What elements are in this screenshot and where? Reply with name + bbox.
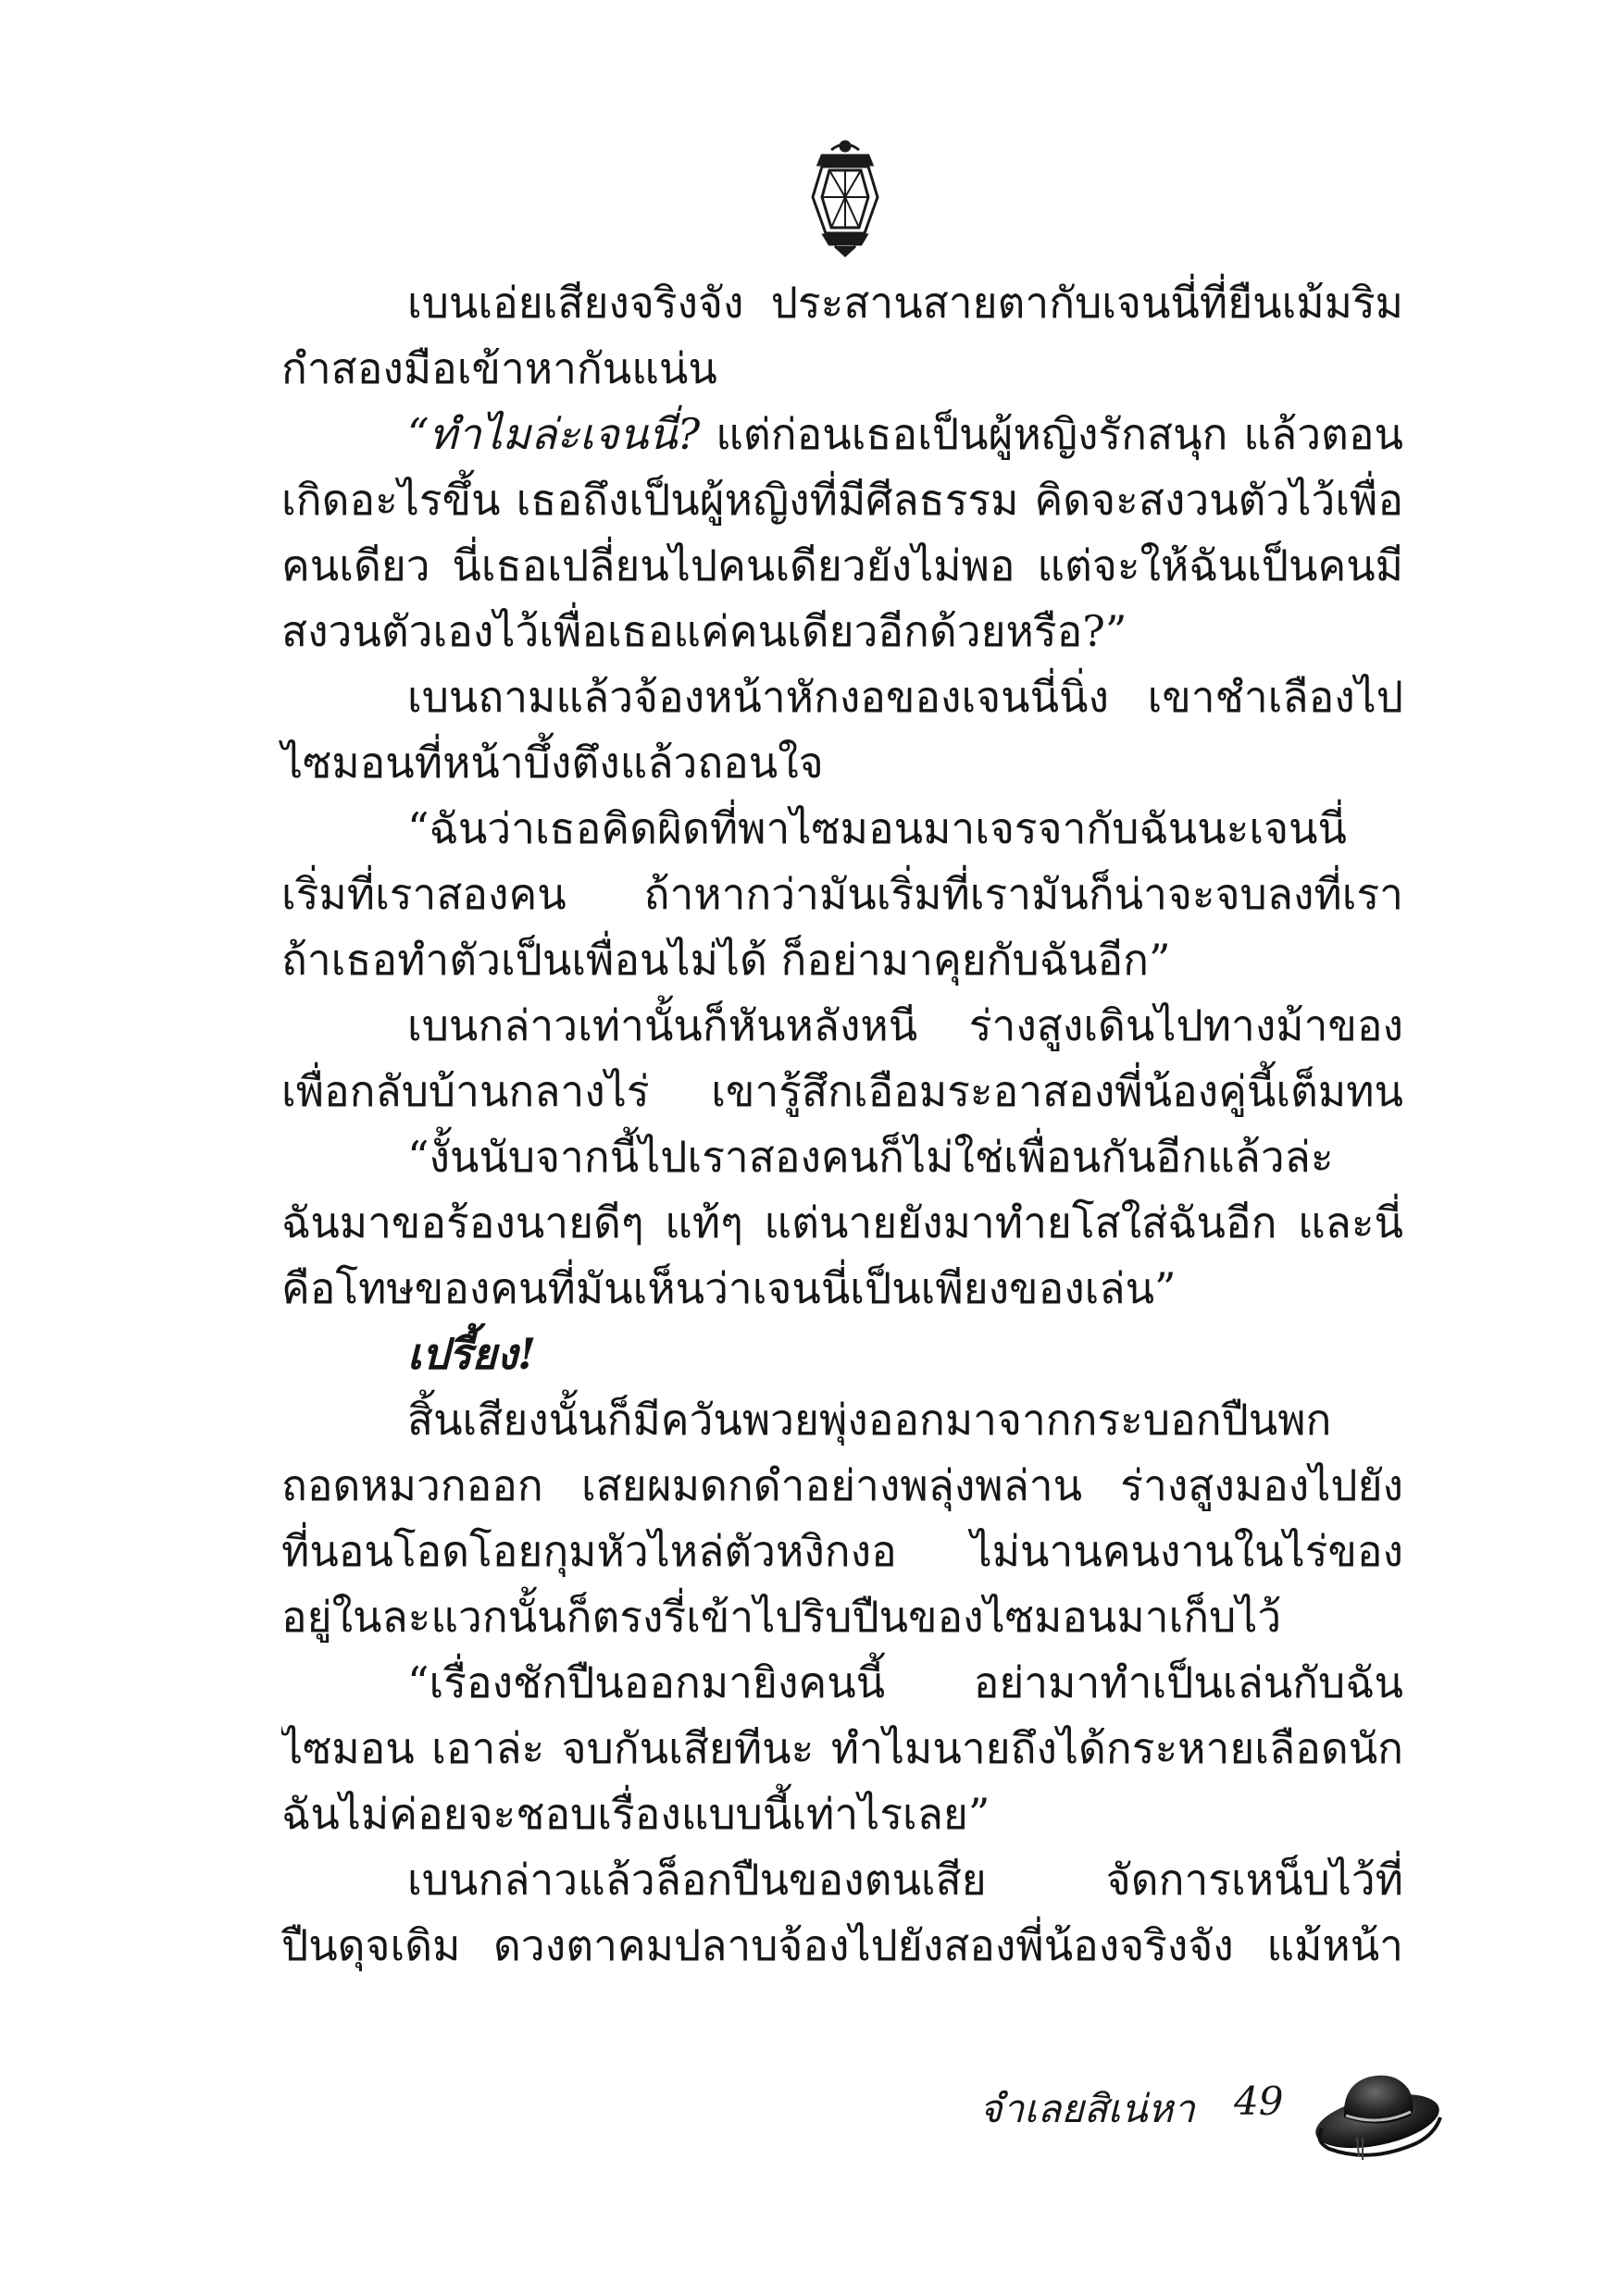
page-footer bbox=[0, 2064, 1619, 2212]
page-number: 49 bbox=[1234, 2079, 1284, 2124]
text-line bbox=[281, 1584, 1403, 1650]
text-line bbox=[281, 1124, 1403, 1190]
text-line bbox=[281, 599, 1403, 664]
text-line bbox=[281, 402, 1403, 467]
line-text: “ฉันว่าเธอคิดผิดที่พาไซมอนมาเจรจากับฉันนะเจนนี่ bbox=[407, 803, 1347, 853]
text-line bbox=[281, 1387, 1403, 1453]
line-text: ฉันมาขอร้องนายดีๆ แท้ๆ แต่นายยังมาทำยโสใส่ฉันอีก และนี่ bbox=[281, 1198, 1403, 1247]
italic-dialogue: “ทำไมล่ะเจนนี่? bbox=[407, 409, 701, 459]
line-text: ปืนดุจเดิม ดวงตาคมปลาบจ้องไปยังสองพี่น้องจริงจัง แม้หน้า bbox=[281, 1920, 1403, 1970]
line-text: เกิดอะไรขึ้น เธอถึงเป็นผู้หญิงที่มีศีลธรรม คิดจะสงวนตัวไว้เพื่อ bbox=[281, 475, 1403, 525]
text-line bbox=[281, 270, 1403, 336]
line-text: “เรื่องชักปืนออกมายิงคนนี้ อย่ามาทำเป็นเล่นกับฉัน bbox=[407, 1657, 1403, 1707]
text-line bbox=[281, 796, 1403, 862]
line-text: ไซมอน เอาล่ะ จบกันเสียทีนะ ทำไมนายถึงได้กระหายเลือดนัก bbox=[281, 1723, 1403, 1773]
line-text: กำสองมือเข้าหากันแน่น bbox=[281, 343, 717, 393]
text-line bbox=[281, 993, 1403, 1059]
sound-effect-heading: เปรี้ยง! bbox=[407, 1329, 537, 1379]
text-line bbox=[281, 927, 1403, 993]
line-text: แต่ก่อนเธอเป็นผู้หญิงรักสนุก แล้วตอน bbox=[716, 409, 1403, 459]
line-text: เบนกล่าวแล้วล็อกปืนของตนเสีย จัดการเหน็บไว้ที่ bbox=[407, 1855, 1403, 1905]
line-text: อยู่ในละแวกนั้นก็ตรงรี่เข้าไปริบปืนของไซมอนมาเก็บไว้ bbox=[281, 1592, 1282, 1642]
line-text: ที่นอนโอดโอยกุมหัวไหล่ตัวหงิกงอ ไม่นานคนงานในไร่ของ bbox=[281, 1526, 1403, 1576]
text-line bbox=[281, 862, 1403, 927]
text-line bbox=[281, 467, 1403, 533]
text-line bbox=[281, 1453, 1403, 1519]
line-text: คือโทษของคนที่มันเห็นว่าเจนนี่เป็นเพียงของเล่น” bbox=[281, 1263, 1177, 1313]
text-line bbox=[281, 1847, 1403, 1913]
line-text: “งั้นนับจากนี้ไปเราสองคนก็ไม่ใช่เพื่อนกันอีกแล้วล่ะ bbox=[407, 1132, 1334, 1182]
line-text: ถ้าเธอทำตัวเป็นเพื่อนไม่ได้ ก็อย่ามาคุยกับฉันอีก” bbox=[281, 935, 1171, 985]
cowboy-hat-icon bbox=[1305, 2064, 1444, 2166]
line-text: เบนกล่าวเท่านั้นก็หันหลังหนี ร่างสูงเดินไปทางม้าของ bbox=[407, 1000, 1403, 1050]
text-line bbox=[281, 1781, 1403, 1847]
running-book-title: จำเลยสิเน่หา bbox=[979, 2086, 1195, 2131]
chapter-body-text bbox=[281, 270, 1403, 1979]
line-text: เพื่อกลับบ้านกลางไร่ เขารู้สึกเอือมระอาสองพี่น้องคู่นี้เต็มทน bbox=[281, 1066, 1403, 1116]
text-line bbox=[281, 1256, 1403, 1322]
lantern-ornament-icon bbox=[794, 137, 896, 257]
text-line bbox=[281, 533, 1403, 599]
line-text: เริ่มที่เราสองคน ถ้าหากว่ามันเริ่มที่เรามันก็น่าจะจบลงที่เรา bbox=[281, 869, 1403, 919]
line-text: เบนถามแล้วจ้องหน้าหักงอของเจนนี่นิ่ง เขาชำเลืองไป bbox=[407, 672, 1403, 722]
text-line bbox=[281, 730, 1403, 796]
line-text: ฉันไม่ค่อยจะชอบเรื่องแบบนี้เท่าไรเลย” bbox=[281, 1789, 990, 1839]
text-line bbox=[281, 1059, 1403, 1124]
text-line bbox=[281, 1190, 1403, 1256]
text-line bbox=[281, 1519, 1403, 1584]
line-text: ไซมอนที่หน้าบึ้งตึงแล้วถอนใจ bbox=[281, 738, 824, 788]
text-line bbox=[281, 336, 1403, 402]
text-line bbox=[281, 1716, 1403, 1781]
line-text: ถอดหมวกออก เสยผมดกดำอย่างพลุ่งพล่าน ร่างสูงมองไปยัง bbox=[281, 1460, 1403, 1510]
line-text: คนเดียว นี่เธอเปลี่ยนไปคนเดียวยังไม่พอ แต่จะให้ฉันเป็นคนมี bbox=[281, 540, 1403, 590]
text-line bbox=[281, 1913, 1403, 1979]
text-line bbox=[281, 1650, 1403, 1716]
line-text: เบนเอ่ยเสียงจริงจัง ประสานสายตากับเจนนี่ที่ยืนเม้มริม bbox=[407, 278, 1403, 328]
line-text: สิ้นเสียงนั้นก็มีควันพวยพุ่งออกมาจากกระบอกปืนพก bbox=[407, 1395, 1332, 1445]
text-line bbox=[281, 664, 1403, 730]
line-text: สงวนตัวเองไว้เพื่อเธอแค่คนเดียวอีกด้วยหรือ?” bbox=[281, 606, 1127, 656]
